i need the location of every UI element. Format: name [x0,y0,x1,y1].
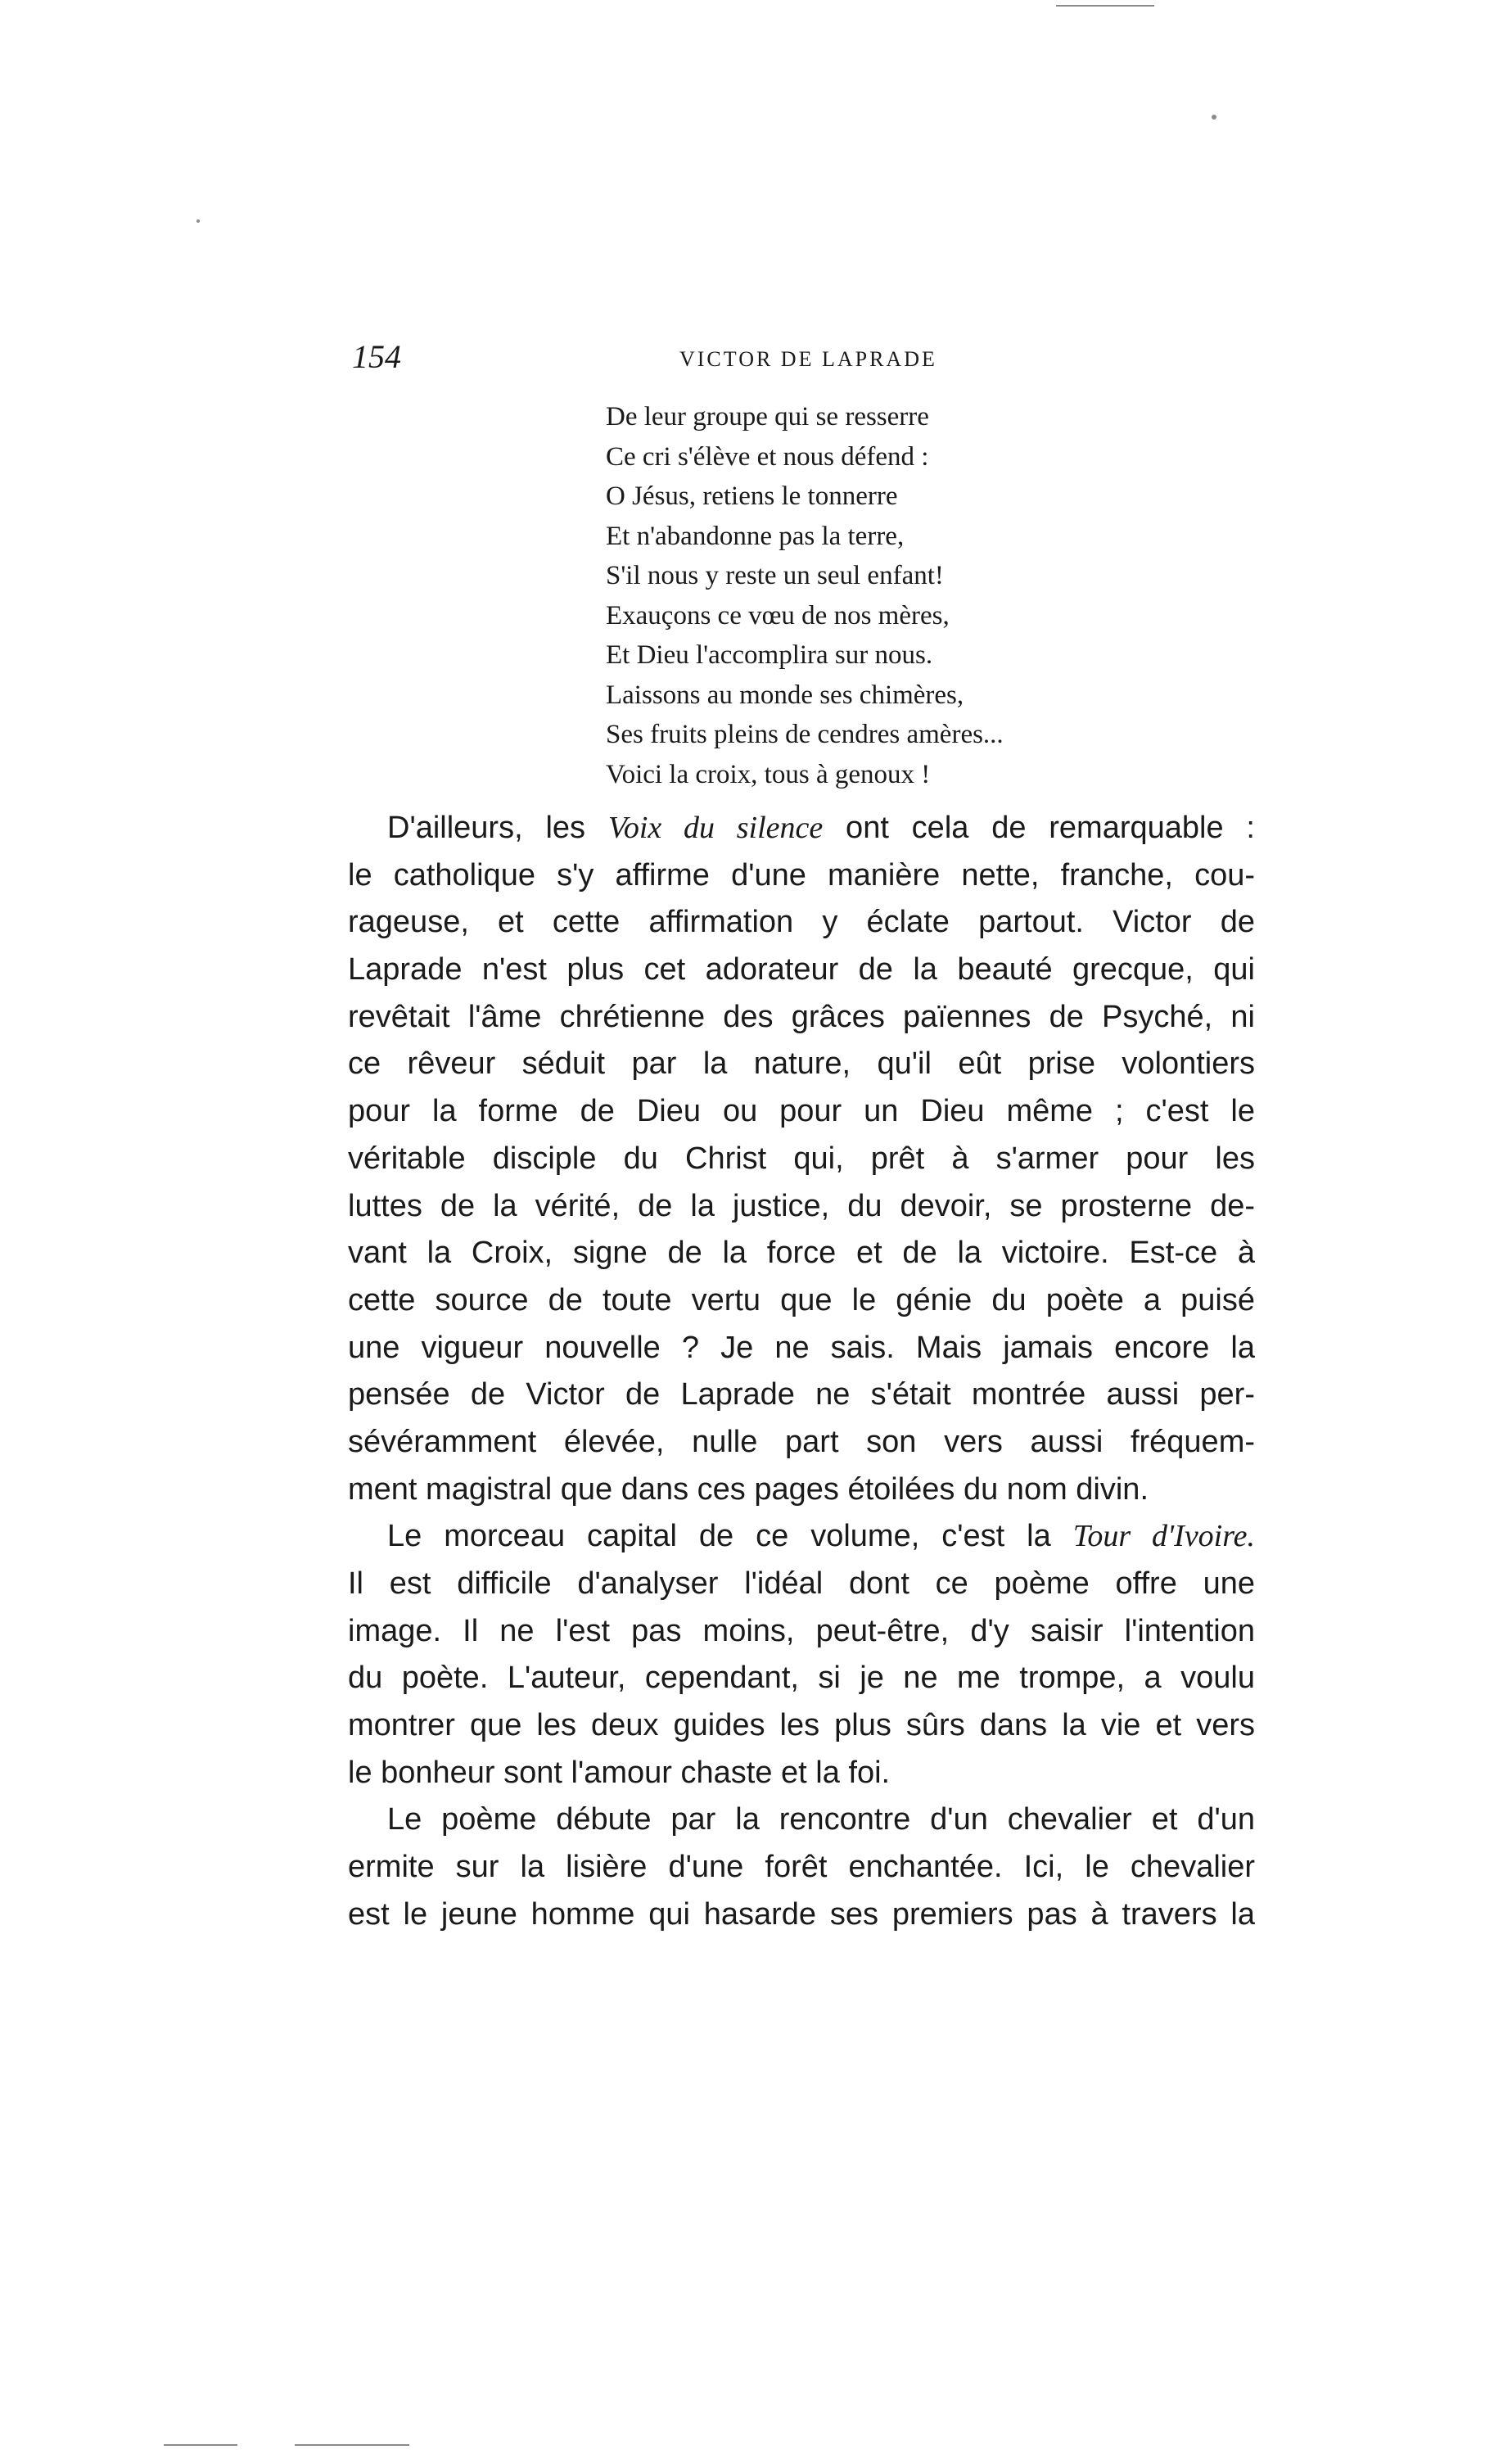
scan-artifact-dot [1212,115,1216,120]
paragraph-line: Il est difficile d'analyser l'idéal dont ce poème offre une [348,1566,1255,1601]
paragraph-line: est le jeune homme qui hasarde ses premiers pas à travers la [348,1896,1255,1932]
paragraph-line: vant la Croix, signe de la force et de la victoire. Est-ce à [348,1236,1255,1271]
text-run: Le morceau capital de ce volume, c'est la [387,1519,1073,1554]
scan-artifact-dot [196,219,200,223]
verse-line: S'il nous y reste un seul enfant! [606,561,944,590]
work-title-italic: Voix du silence [607,811,824,845]
paragraph-3-first-line: Le poème débute par la rencontre d'un chevalier et d'un [387,1802,1255,1837]
work-title-italic: Tour d'Ivoire. [1072,1519,1255,1554]
verse-line: O Jésus, retiens le tonnerre [606,481,898,511]
verse-line: Ses fruits pleins de cendres amères... [606,720,1004,749]
paragraph-2-first-line [348,1513,1255,1561]
verse-line: De leur groupe qui se resserre [606,402,929,432]
paragraph-line: ermite sur la lisière d'une forêt enchantée. Ici, le chevalier [348,1850,1255,1885]
paragraph-line: véritable disciple du Christ qui, prêt à s'armer pour les [348,1141,1255,1176]
paragraph-line: luttes de la vérité, de la justice, du devoir, se prosterne de- [348,1188,1255,1223]
paragraph-line: du poète. L'auteur, cependant, si je ne me trompe, a voulu [348,1661,1255,1696]
paragraph-line: une vigueur nouvelle ? Je ne sais. Mais jamais encore la [348,1330,1255,1365]
text-run: D'ailleurs, les [387,811,608,845]
scan-artifact-bottom [295,2444,409,2446]
verse-line: Et n'abandonne pas la terre, [606,521,905,551]
running-head: VICTOR DE LAPRADE [679,347,937,371]
paragraph-line: le bonheur sont l'amour chaste et la foi. [348,1755,891,1790]
paragraph-line: pensée de Victor de Laprade ne s'était montrée aussi per- [348,1377,1255,1412]
paragraph-line: montrer que les deux guides les plus sûrs dans la vie et vers [348,1708,1255,1743]
paragraph-line: le catholique s'y affirme d'une manière nette, franche, cou- [348,857,1255,893]
page-header [352,337,1273,378]
verse-line: Ce cri s'élève et nous défend : [606,441,929,472]
body-text [348,805,1255,1939]
paragraph-line: ment magistral que dans ces pages étoilées du nom divin. [348,1471,1149,1507]
paragraph-line: revêtait l'âme chrétienne des grâces païennes de Psyché, ni [348,999,1255,1034]
paragraph-line: cette source de toute vertu que le génie du poète a puisé [348,1282,1255,1317]
verse-block [606,397,1228,794]
paragraph-line: ce rêveur séduit par la nature, qu'il eût prise volontiers [348,1046,1255,1082]
page-number: 154 [352,338,401,375]
paragraph-line: sévéramment élevée, nulle part son vers aussi fréquem- [348,1424,1255,1459]
paragraph-line: Laprade n'est plus cet adorateur de la beauté grecque, qui [348,952,1255,987]
scan-artifact-bottom [164,2444,237,2446]
verse-line: Laissons au monde ses chimères, [606,680,964,710]
text-run: ont cela de remarquable : [823,811,1255,845]
verse-line: Voici la croix, tous à genoux ! [606,759,931,789]
scan-artifact-top [1056,5,1154,7]
paragraph-1-first-line [348,805,1255,852]
paragraph-line: pour la forme de Dieu ou pour un Dieu même ; c'est le [348,1094,1255,1129]
paragraph-line: rageuse, et cette affirmation y éclate partout. Victor de [348,905,1255,940]
verse-line: Exauçons ce vœu de nos mères, [606,600,950,630]
verse-line: Et Dieu l'accomplira sur nous. [606,640,933,670]
paragraph-line: image. Il ne l'est pas moins, peut-être, d'y saisir l'intention [348,1613,1255,1648]
